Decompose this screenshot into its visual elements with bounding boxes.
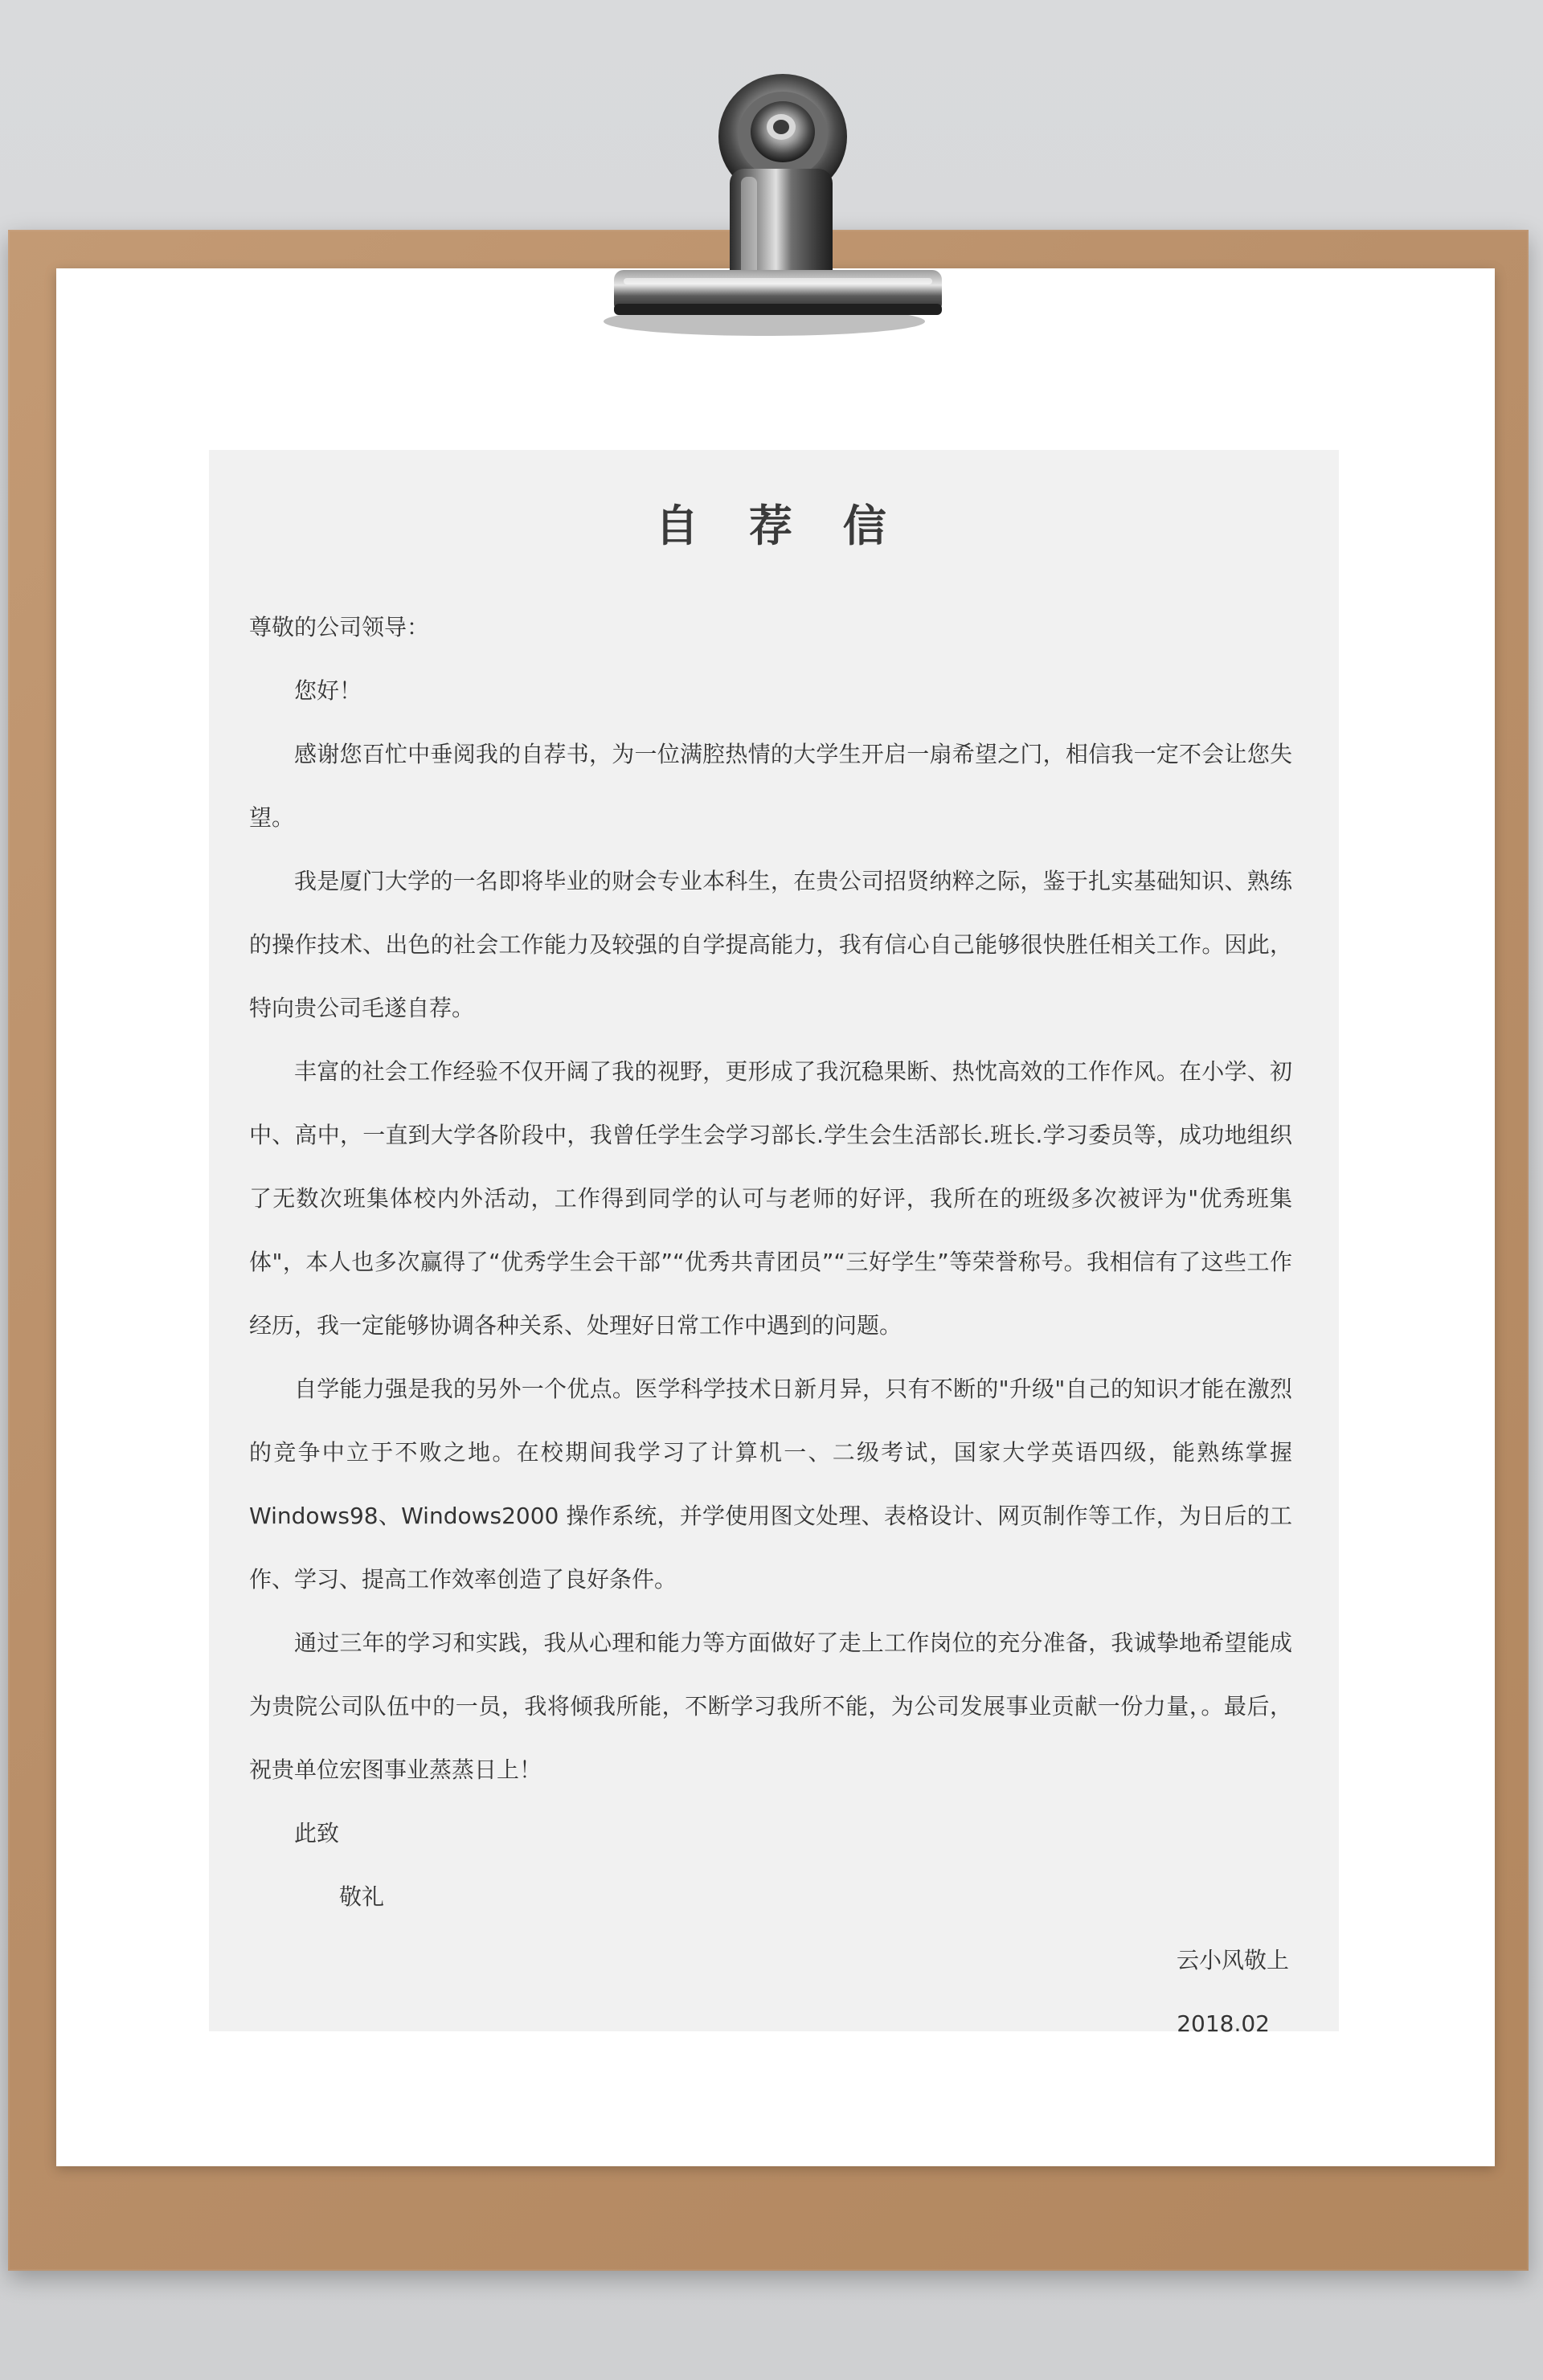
regards: 敬礼 (339, 1883, 385, 1910)
salutation: 尊敬的公司领导： (249, 614, 430, 640)
paragraph-3: 丰富的社会工作经验不仅开阔了我的视野，更形成了我沉稳果断、热忱高效的工作作风。在小学、初中、高中，一直到大学各阶段中，我曾任学生会学习部长.学生会生活部长.班长.学习委员等，成功地组织了无数次班集体校内外活动，工作得到同学的认可与老师的好评，我所在的班级多次被评为"优秀班集体"，本人也多次赢得了“优秀学生会干部”“优秀共青团员”“三好学生”等荣誉称号。我相信有了这些工作经历，我一定能够协调各种关系、处理好日常工作中遇到的问题。 (249, 1058, 1292, 1339)
letter-panel (209, 450, 1339, 2037)
paragraph-5: 通过三年的学习和实践，我从心理和能力等方面做好了走上工作岗位的充分准备，我诚挚地希望能成为贵院公司队伍中的一员，我将倾我所能，不断学习我所不能，为公司发展事业贡献一份力量，。最后，祝贵单位宏图事业蒸蒸日上！ (249, 1630, 1292, 1783)
binder-clip-icon (583, 48, 945, 354)
greeting: 您好！ (294, 677, 362, 704)
date: 2018.02 (1177, 2010, 1270, 2037)
paragraph-1: 感谢您百忙中垂阅我的自荐书，为一位满腔热情的大学生开启一扇希望之门，相信我一定不会让您失望。 (249, 741, 1292, 831)
paragraph-4: 自学能力强是我的另外一个优点。医学科学技术日新月异，只有不断的"升级"自己的知识才能在激烈的竞争中立于不败之地。在校期间我学习了计算机一、二级考试，国家大学英语四级，能熟练掌握 Windows98、Windows2000 操作系统，并学使用图文处理、表格设计、网页制作等工作，为日后的工作、学习、提高工作效率创造了良好条件。 (249, 1376, 1292, 1593)
letter-title: 自 荐 信 (655, 501, 904, 551)
paragraph-2: 我是厦门大学的一名即将毕业的财会专业本科生，在贵公司招贤纳粹之际，鉴于扎实基础知识、熟练的操作技术、出色的社会工作能力及较强的自学提高能力，我有信心自己能够很快胜任相关工作。因此，特向贵公司毛遂自荐。 (249, 868, 1292, 1021)
closing: 此致 (294, 1820, 340, 1846)
signature: 云小风敬上 (1176, 1947, 1289, 1973)
